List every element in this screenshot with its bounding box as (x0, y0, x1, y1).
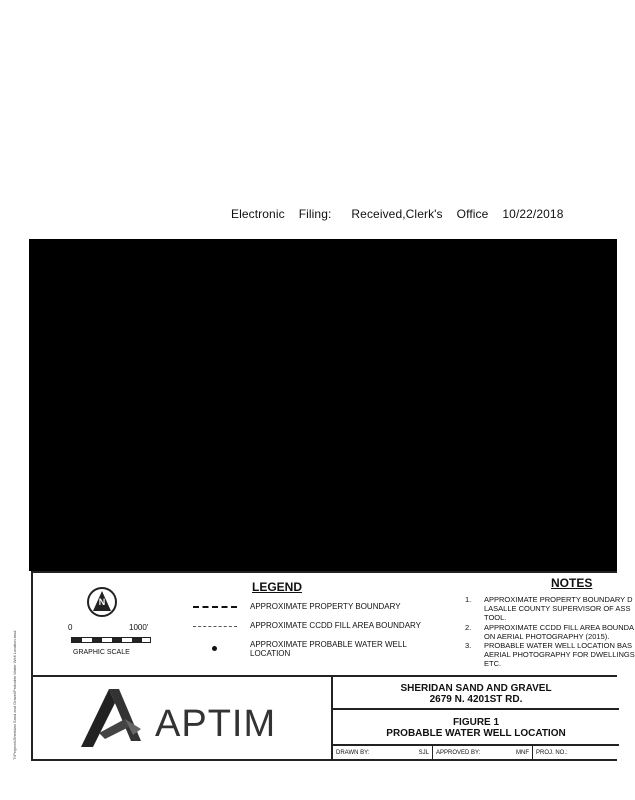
logo-cell (33, 677, 333, 761)
filing-word-office: Office (456, 207, 489, 221)
filing-word-electronic: Electronic (231, 207, 285, 221)
aptim-logo-icon (79, 689, 149, 751)
graphic-scale-label: GRAPHIC SCALE (73, 649, 130, 656)
well-dot-icon (212, 646, 217, 651)
note-1: 1. APPROXIMATE PROPERTY BOUNDARY D LASALLE COUNTY SUPERVISOR OF ASS TOOL. (465, 595, 633, 622)
aptim-logo-text: APTIM (155, 703, 277, 745)
scale-zero: 0 (68, 623, 73, 632)
proj-no-cell: PROJ. NO.: (536, 750, 568, 756)
approved-by-cell: APPROVED BY: MNF (433, 746, 533, 760)
file-path-side-text: T:\Projects\Sheridan Sand and Gravel\Probable Water Well Location.mxd (12, 630, 17, 760)
legend-title: LEGEND (252, 580, 303, 594)
legend-item-fill-area: APPROXIMATE CCDD FILL AREA BOUNDARY (250, 621, 422, 630)
project-address: 2679 N. 4201ST RD. (429, 694, 523, 705)
notes-title: NOTES (551, 576, 593, 590)
project-name: SHERIDAN SAND AND GRAVEL (400, 683, 552, 694)
redacted-map-area (29, 239, 617, 571)
project-name-cell (333, 677, 619, 710)
title-block (31, 675, 617, 761)
legend-panel (31, 571, 635, 675)
note-2: 2. APPROXIMATE CCDD FILL AREA BOUNDA ON AERIAL PHOTOGRAPHY (2015). (465, 623, 635, 641)
filing-stamp (231, 207, 577, 221)
figure-title: PROBABLE WATER WELL LOCATION (386, 728, 566, 739)
fill-area-line-icon (193, 626, 237, 627)
north-label: N (98, 597, 106, 607)
figure-number: FIGURE 1 (452, 717, 500, 728)
graphic-scale-bar (71, 637, 151, 643)
drawn-by-cell: DRAWN BY: SJL (333, 746, 433, 760)
property-boundary-line-icon (193, 606, 237, 608)
legend-item-property: APPROXIMATE PROPERTY BOUNDARY (250, 602, 401, 611)
figure-cell (333, 710, 619, 746)
legend-item-well: APPROXIMATE PROBABLE WATER WELL LOCATION (250, 640, 407, 658)
filing-word-received: Received,Clerk's (351, 207, 443, 221)
scale-max: 1000' (129, 623, 149, 632)
filing-date: 10/22/2018 (502, 207, 564, 221)
north-arrow-icon (87, 587, 117, 617)
signoff-row (333, 746, 619, 761)
note-3: 3. PROBABLE WATER WELL LOCATION BAS AERIAL PHOTOGRAPHY FOR DWELLINGS ETC. (465, 641, 635, 668)
filing-word-filing: Filing: (298, 207, 332, 221)
